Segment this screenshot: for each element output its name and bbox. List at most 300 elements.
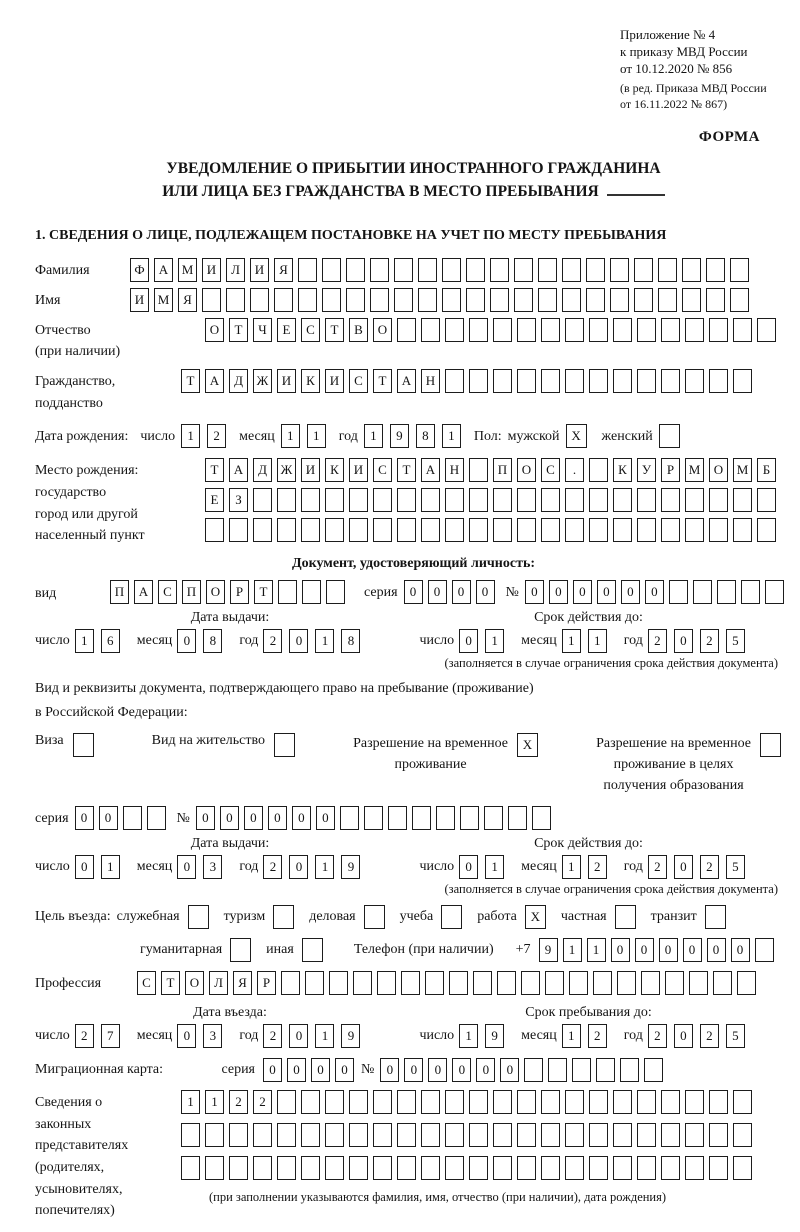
form-cell[interactable]: И (130, 288, 149, 312)
form-cell[interactable]: Б (757, 458, 776, 482)
form-cell[interactable]: Я (274, 258, 293, 282)
form-cell[interactable] (757, 488, 776, 512)
form-cell[interactable] (436, 806, 455, 830)
form-cell[interactable] (326, 580, 345, 604)
form-cell[interactable]: 0 (659, 938, 678, 962)
form-cell[interactable] (565, 518, 584, 542)
form-cell[interactable]: И (349, 458, 368, 482)
form-cell[interactable] (349, 518, 368, 542)
form-cell[interactable]: 1 (459, 1024, 478, 1048)
form-cell[interactable]: 0 (459, 855, 478, 879)
form-cell[interactable]: 0 (674, 1024, 693, 1048)
form-cell[interactable]: 1 (364, 424, 383, 448)
form-cell[interactable]: М (685, 458, 704, 482)
form-cell[interactable] (665, 971, 684, 995)
form-cell[interactable] (589, 318, 608, 342)
form-cell[interactable]: 0 (289, 629, 308, 653)
form-cell[interactable] (705, 905, 726, 929)
form-cell[interactable] (637, 1123, 656, 1147)
form-cell[interactable] (373, 518, 392, 542)
form-cell[interactable] (418, 288, 437, 312)
form-cell[interactable] (325, 1123, 344, 1147)
form-cell[interactable] (593, 971, 612, 995)
form-cell[interactable]: 3 (203, 855, 222, 879)
form-cell[interactable] (421, 1123, 440, 1147)
form-cell[interactable]: 1 (307, 424, 326, 448)
form-cell[interactable] (250, 288, 269, 312)
form-cell[interactable] (493, 369, 512, 393)
form-cell[interactable] (421, 318, 440, 342)
form-cell[interactable] (329, 971, 348, 995)
form-cell[interactable] (397, 318, 416, 342)
form-cell[interactable] (397, 1090, 416, 1114)
form-cell[interactable] (517, 1156, 536, 1180)
form-cell[interactable] (305, 971, 324, 995)
form-cell[interactable] (421, 1090, 440, 1114)
form-cell[interactable] (349, 1156, 368, 1180)
form-cell[interactable] (733, 1090, 752, 1114)
form-cell[interactable] (637, 369, 656, 393)
form-cell[interactable] (613, 369, 632, 393)
form-cell[interactable] (466, 258, 485, 282)
form-cell[interactable]: Ф (130, 258, 149, 282)
form-cell[interactable] (274, 733, 295, 757)
form-cell[interactable]: 5 (726, 1024, 745, 1048)
form-cell[interactable] (613, 1123, 632, 1147)
form-cell[interactable]: 5 (726, 855, 745, 879)
form-cell[interactable]: О (709, 458, 728, 482)
form-cell[interactable] (473, 971, 492, 995)
form-cell[interactable] (637, 518, 656, 542)
form-cell[interactable]: 0 (459, 629, 478, 653)
form-cell[interactable]: Т (181, 369, 200, 393)
form-cell[interactable]: 2 (700, 855, 719, 879)
form-cell[interactable]: 0 (452, 580, 471, 604)
form-cell[interactable] (517, 318, 536, 342)
form-cell[interactable]: А (205, 369, 224, 393)
form-cell[interactable] (273, 905, 294, 929)
form-cell[interactable]: 0 (177, 1024, 196, 1048)
form-cell[interactable]: С (158, 580, 177, 604)
form-cell[interactable] (484, 806, 503, 830)
form-cell[interactable] (301, 1090, 320, 1114)
form-cell[interactable] (253, 488, 272, 512)
form-cell[interactable] (373, 1090, 392, 1114)
form-cell[interactable]: 2 (207, 424, 226, 448)
form-cell[interactable]: Я (178, 288, 197, 312)
form-cell[interactable] (613, 488, 632, 512)
form-cell[interactable]: С (301, 318, 320, 342)
form-cell[interactable]: 0 (621, 580, 640, 604)
form-cell[interactable]: 0 (196, 806, 215, 830)
form-cell[interactable]: И (277, 369, 296, 393)
form-cell[interactable] (373, 1156, 392, 1180)
form-cell[interactable]: 1 (588, 629, 607, 653)
form-cell[interactable] (517, 518, 536, 542)
form-cell[interactable]: . (565, 458, 584, 482)
form-cell[interactable]: X (566, 424, 587, 448)
form-cell[interactable] (445, 518, 464, 542)
form-cell[interactable] (641, 971, 660, 995)
form-cell[interactable] (322, 258, 341, 282)
form-cell[interactable] (346, 258, 365, 282)
form-cell[interactable]: 5 (726, 629, 745, 653)
form-cell[interactable] (538, 258, 557, 282)
form-cell[interactable]: Р (257, 971, 276, 995)
form-cell[interactable] (181, 1123, 200, 1147)
form-cell[interactable] (397, 518, 416, 542)
form-cell[interactable]: 0 (335, 1058, 354, 1082)
form-cell[interactable]: Ж (277, 458, 296, 482)
form-cell[interactable] (325, 1090, 344, 1114)
form-cell[interactable]: В (349, 318, 368, 342)
form-cell[interactable] (388, 806, 407, 830)
form-cell[interactable] (469, 369, 488, 393)
form-cell[interactable]: 9 (539, 938, 558, 962)
form-cell[interactable] (445, 1123, 464, 1147)
form-cell[interactable] (205, 1156, 224, 1180)
form-cell[interactable] (541, 318, 560, 342)
form-cell[interactable] (661, 488, 680, 512)
form-cell[interactable] (229, 518, 248, 542)
form-cell[interactable] (637, 318, 656, 342)
form-cell[interactable] (364, 806, 383, 830)
form-cell[interactable]: 2 (588, 855, 607, 879)
form-cell[interactable] (490, 258, 509, 282)
form-cell[interactable] (572, 1058, 591, 1082)
form-cell[interactable]: 2 (263, 1024, 282, 1048)
form-cell[interactable] (617, 971, 636, 995)
form-cell[interactable]: 2 (75, 1024, 94, 1048)
form-cell[interactable] (421, 488, 440, 512)
form-cell[interactable]: З (229, 488, 248, 512)
form-cell[interactable]: 0 (476, 1058, 495, 1082)
form-cell[interactable] (322, 288, 341, 312)
form-cell[interactable]: 0 (404, 580, 423, 604)
form-cell[interactable] (757, 318, 776, 342)
form-cell[interactable] (253, 518, 272, 542)
form-cell[interactable] (449, 971, 468, 995)
form-cell[interactable] (565, 1123, 584, 1147)
form-cell[interactable] (565, 1156, 584, 1180)
form-cell[interactable] (765, 580, 784, 604)
form-cell[interactable]: К (325, 458, 344, 482)
form-cell[interactable]: 0 (263, 1058, 282, 1082)
form-cell[interactable]: 0 (99, 806, 118, 830)
form-cell[interactable] (661, 318, 680, 342)
form-cell[interactable]: 2 (648, 1024, 667, 1048)
form-cell[interactable] (634, 258, 653, 282)
form-cell[interactable]: 1 (181, 1090, 200, 1114)
form-cell[interactable] (349, 488, 368, 512)
form-cell[interactable] (490, 288, 509, 312)
form-cell[interactable] (517, 1090, 536, 1114)
form-cell[interactable]: 1 (101, 855, 120, 879)
form-cell[interactable] (349, 1090, 368, 1114)
form-cell[interactable] (370, 288, 389, 312)
form-cell[interactable]: 0 (244, 806, 263, 830)
form-cell[interactable]: М (154, 288, 173, 312)
form-cell[interactable] (706, 258, 725, 282)
form-cell[interactable] (226, 288, 245, 312)
form-cell[interactable] (370, 258, 389, 282)
form-cell[interactable] (397, 1123, 416, 1147)
form-cell[interactable] (709, 518, 728, 542)
form-cell[interactable] (541, 369, 560, 393)
form-cell[interactable] (514, 288, 533, 312)
form-cell[interactable] (325, 518, 344, 542)
form-cell[interactable]: П (493, 458, 512, 482)
form-cell[interactable]: 7 (101, 1024, 120, 1048)
form-cell[interactable] (709, 1123, 728, 1147)
form-cell[interactable]: 2 (648, 629, 667, 653)
form-cell[interactable]: П (182, 580, 201, 604)
form-cell[interactable] (565, 1090, 584, 1114)
form-cell[interactable] (637, 488, 656, 512)
form-cell[interactable] (123, 806, 142, 830)
form-cell[interactable] (253, 1123, 272, 1147)
form-cell[interactable] (669, 580, 688, 604)
form-cell[interactable]: 0 (428, 580, 447, 604)
form-cell[interactable] (760, 733, 781, 757)
form-cell[interactable]: Т (205, 458, 224, 482)
form-cell[interactable] (346, 288, 365, 312)
form-cell[interactable] (442, 288, 461, 312)
form-cell[interactable] (693, 580, 712, 604)
form-cell[interactable] (610, 258, 629, 282)
form-cell[interactable] (281, 971, 300, 995)
form-cell[interactable]: 1 (485, 855, 504, 879)
form-cell[interactable]: Т (229, 318, 248, 342)
form-cell[interactable] (230, 938, 251, 962)
form-cell[interactable] (274, 288, 293, 312)
form-cell[interactable] (569, 971, 588, 995)
form-cell[interactable] (586, 288, 605, 312)
form-cell[interactable] (709, 318, 728, 342)
form-cell[interactable]: Т (373, 369, 392, 393)
form-cell[interactable]: 8 (416, 424, 435, 448)
form-cell[interactable]: 0 (316, 806, 335, 830)
form-cell[interactable] (298, 258, 317, 282)
form-cell[interactable]: 0 (597, 580, 616, 604)
form-cell[interactable] (493, 318, 512, 342)
form-cell[interactable] (733, 488, 752, 512)
form-cell[interactable]: 0 (404, 1058, 423, 1082)
form-cell[interactable] (493, 518, 512, 542)
form-cell[interactable]: О (205, 318, 224, 342)
form-cell[interactable] (302, 938, 323, 962)
form-cell[interactable] (517, 488, 536, 512)
form-cell[interactable]: 0 (311, 1058, 330, 1082)
form-cell[interactable]: С (137, 971, 156, 995)
form-cell[interactable] (301, 1123, 320, 1147)
form-cell[interactable] (205, 518, 224, 542)
form-cell[interactable]: С (541, 458, 560, 482)
form-cell[interactable] (340, 806, 359, 830)
form-cell[interactable] (565, 369, 584, 393)
form-cell[interactable]: 0 (289, 1024, 308, 1048)
form-cell[interactable]: 6 (101, 629, 120, 653)
form-cell[interactable] (469, 518, 488, 542)
form-cell[interactable] (277, 488, 296, 512)
form-cell[interactable]: 1 (485, 629, 504, 653)
form-cell[interactable]: О (373, 318, 392, 342)
form-cell[interactable] (497, 971, 516, 995)
form-cell[interactable]: X (517, 733, 538, 757)
form-cell[interactable] (661, 1123, 680, 1147)
form-cell[interactable] (277, 1123, 296, 1147)
form-cell[interactable]: 0 (683, 938, 702, 962)
form-cell[interactable]: 0 (289, 855, 308, 879)
form-cell[interactable] (353, 971, 372, 995)
form-cell[interactable] (541, 488, 560, 512)
form-cell[interactable]: М (178, 258, 197, 282)
form-cell[interactable] (514, 258, 533, 282)
form-cell[interactable] (469, 1156, 488, 1180)
form-cell[interactable]: 9 (341, 855, 360, 879)
form-cell[interactable] (301, 518, 320, 542)
form-cell[interactable]: 1 (563, 938, 582, 962)
form-cell[interactable]: 0 (674, 855, 693, 879)
form-cell[interactable] (733, 518, 752, 542)
form-cell[interactable] (541, 1156, 560, 1180)
form-cell[interactable] (733, 369, 752, 393)
form-cell[interactable]: 1 (315, 629, 334, 653)
form-cell[interactable] (541, 1090, 560, 1114)
form-cell[interactable]: 9 (390, 424, 409, 448)
form-cell[interactable]: У (637, 458, 656, 482)
form-cell[interactable]: 3 (203, 1024, 222, 1048)
form-cell[interactable]: 0 (731, 938, 750, 962)
form-cell[interactable] (445, 369, 464, 393)
form-cell[interactable] (755, 938, 774, 962)
form-cell[interactable]: Ч (253, 318, 272, 342)
form-cell[interactable] (397, 1156, 416, 1180)
form-cell[interactable] (524, 1058, 543, 1082)
form-cell[interactable] (613, 318, 632, 342)
form-cell[interactable] (685, 518, 704, 542)
form-cell[interactable]: 8 (203, 629, 222, 653)
form-cell[interactable] (298, 288, 317, 312)
form-cell[interactable] (277, 1090, 296, 1114)
form-cell[interactable] (278, 580, 297, 604)
form-cell[interactable] (682, 258, 701, 282)
form-cell[interactable]: 0 (380, 1058, 399, 1082)
form-cell[interactable] (589, 518, 608, 542)
form-cell[interactable] (394, 288, 413, 312)
form-cell[interactable]: 9 (341, 1024, 360, 1048)
form-cell[interactable]: Л (209, 971, 228, 995)
form-cell[interactable]: 2 (588, 1024, 607, 1048)
form-cell[interactable] (521, 971, 540, 995)
form-cell[interactable] (709, 1090, 728, 1114)
form-cell[interactable]: С (373, 458, 392, 482)
form-cell[interactable]: Е (277, 318, 296, 342)
form-cell[interactable]: И (250, 258, 269, 282)
form-cell[interactable]: С (349, 369, 368, 393)
form-cell[interactable] (661, 1156, 680, 1180)
form-cell[interactable]: 0 (573, 580, 592, 604)
form-cell[interactable]: К (301, 369, 320, 393)
form-cell[interactable] (421, 1156, 440, 1180)
form-cell[interactable]: Т (397, 458, 416, 482)
form-cell[interactable] (493, 1156, 512, 1180)
form-cell[interactable] (469, 1090, 488, 1114)
form-cell[interactable] (733, 1123, 752, 1147)
form-cell[interactable] (689, 971, 708, 995)
form-cell[interactable] (565, 318, 584, 342)
form-cell[interactable]: 2 (263, 855, 282, 879)
form-cell[interactable] (445, 1090, 464, 1114)
form-cell[interactable] (685, 369, 704, 393)
form-cell[interactable]: Н (421, 369, 440, 393)
form-cell[interactable] (658, 258, 677, 282)
form-cell[interactable]: X (525, 905, 546, 929)
form-cell[interactable] (188, 905, 209, 929)
form-cell[interactable] (733, 1156, 752, 1180)
form-cell[interactable]: 2 (229, 1090, 248, 1114)
form-cell[interactable]: 1 (315, 1024, 334, 1048)
form-cell[interactable] (661, 518, 680, 542)
form-cell[interactable] (637, 1156, 656, 1180)
form-cell[interactable]: Л (226, 258, 245, 282)
form-cell[interactable] (205, 1123, 224, 1147)
form-cell[interactable] (717, 580, 736, 604)
form-cell[interactable]: 1 (562, 629, 581, 653)
form-cell[interactable]: Т (254, 580, 273, 604)
form-cell[interactable]: 0 (220, 806, 239, 830)
form-cell[interactable] (589, 458, 608, 482)
form-cell[interactable] (634, 288, 653, 312)
form-cell[interactable]: Р (230, 580, 249, 604)
form-cell[interactable] (685, 488, 704, 512)
form-cell[interactable] (644, 1058, 663, 1082)
form-cell[interactable] (493, 1090, 512, 1114)
form-cell[interactable]: 0 (177, 629, 196, 653)
form-cell[interactable] (469, 488, 488, 512)
form-cell[interactable] (493, 488, 512, 512)
form-cell[interactable]: 0 (645, 580, 664, 604)
form-cell[interactable] (541, 518, 560, 542)
form-cell[interactable]: 0 (635, 938, 654, 962)
form-cell[interactable] (613, 1090, 632, 1114)
form-cell[interactable] (562, 288, 581, 312)
form-cell[interactable] (325, 1156, 344, 1180)
form-cell[interactable]: А (134, 580, 153, 604)
form-cell[interactable] (302, 580, 321, 604)
form-cell[interactable] (661, 369, 680, 393)
form-cell[interactable] (615, 905, 636, 929)
form-cell[interactable] (349, 1123, 368, 1147)
form-cell[interactable]: 0 (287, 1058, 306, 1082)
form-cell[interactable] (277, 518, 296, 542)
form-cell[interactable] (466, 288, 485, 312)
form-cell[interactable] (425, 971, 444, 995)
form-cell[interactable]: 2 (700, 629, 719, 653)
form-cell[interactable]: 2 (648, 855, 667, 879)
form-cell[interactable] (373, 488, 392, 512)
form-cell[interactable] (412, 806, 431, 830)
form-cell[interactable]: 1 (75, 629, 94, 653)
form-cell[interactable]: 1 (181, 424, 200, 448)
form-cell[interactable] (253, 1156, 272, 1180)
form-cell[interactable] (364, 905, 385, 929)
form-cell[interactable] (757, 518, 776, 542)
form-cell[interactable]: А (154, 258, 173, 282)
form-cell[interactable] (469, 1123, 488, 1147)
form-cell[interactable] (613, 518, 632, 542)
form-cell[interactable] (685, 318, 704, 342)
